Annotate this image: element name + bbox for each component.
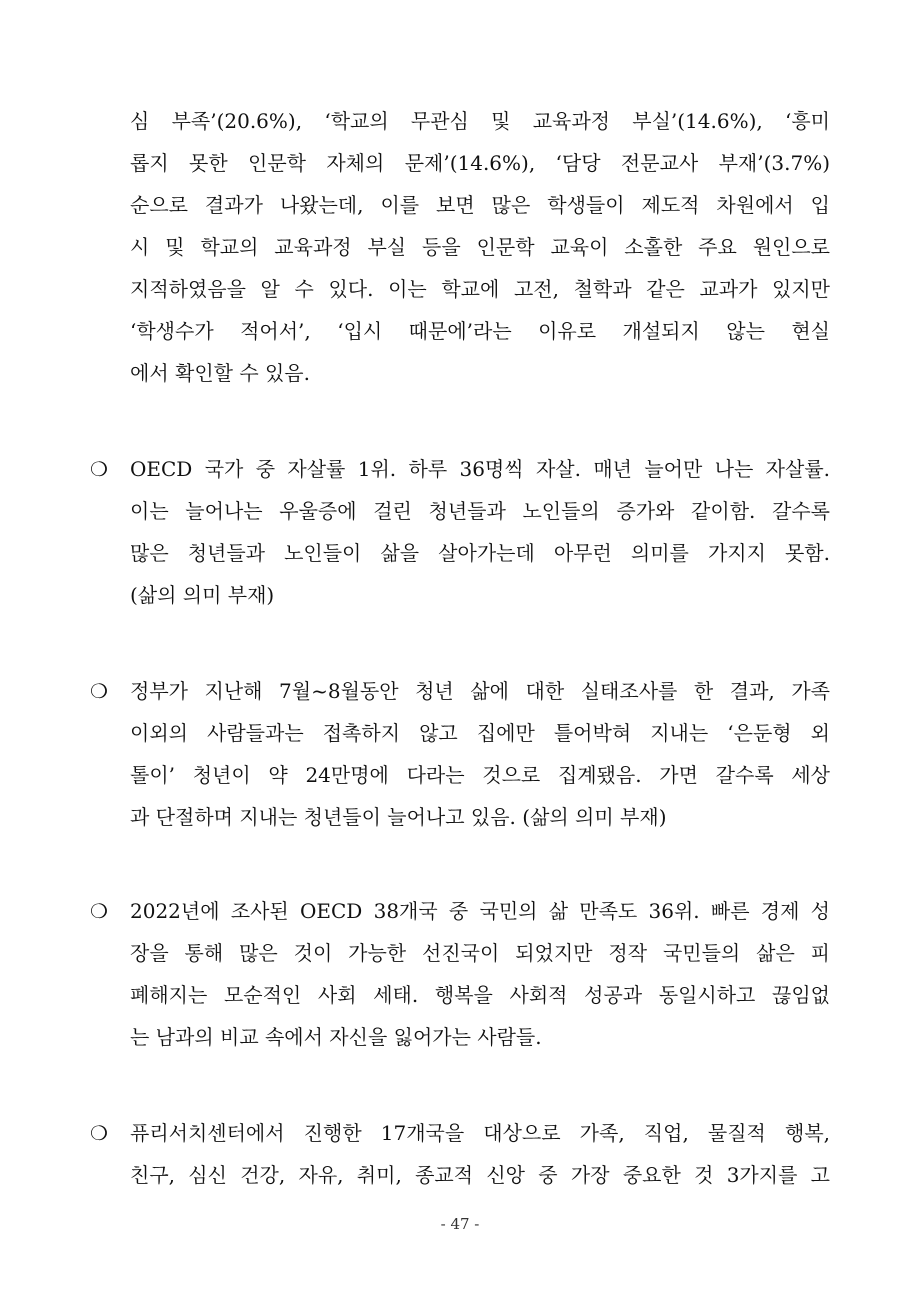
intro-line-7: 에서 확인할 수 있음. bbox=[130, 361, 310, 385]
item-2-line-4: 과 단절하며 지내는 청년들이 늘어나고 있음. (삶의 의미 부재) bbox=[130, 805, 667, 829]
item-3-line-1: 2022년에 조사된 OECD 38개국 중 국민의 삶 만족도 36위. 빠른 경제 성 bbox=[130, 899, 830, 923]
item-1-line-3: 많은 청년들과 노인들이 삶을 살아가는데 아무런 의미를 가지지 못함. bbox=[130, 541, 830, 565]
page-number: - 47 - bbox=[440, 1215, 480, 1233]
intro-line-6: ‘학생수가 적어서’, ‘입시 때문에’라는 이유로 개설되지 않는 현실 bbox=[130, 319, 830, 343]
item-1-line-4: (삶의 의미 부재) bbox=[130, 583, 275, 607]
item-3-line-3: 폐해지는 모순적인 사회 세태. 행복을 사회적 성공과 동일시하고 끊임없 bbox=[130, 983, 830, 1007]
intro-line-3: 순으로 결과가 나왔는데, 이를 보면 많은 학생들이 제도적 차원에서 입 bbox=[130, 193, 830, 217]
item-2-line-2: 이외의 사람들과는 접촉하지 않고 집에만 틀어박혀 지내는 ‘은둔형 외 bbox=[130, 721, 830, 745]
item-2-line-3: 톨이’ 청년이 약 24만명에 다라는 것으로 집계됐음. 가면 갈수록 세상 bbox=[130, 763, 830, 787]
item-2-line-1: 정부가 지난해 7월~8월동안 청년 삶에 대한 실태조사를 한 결과, 가족 bbox=[130, 679, 830, 703]
item-4-line-1: 퓨리서치센터에서 진행한 17개국을 대상으로 가족, 직업, 물질적 행복, bbox=[130, 1121, 830, 1145]
bullet-circle-icon: ❍ bbox=[90, 679, 108, 703]
bullet-circle-icon: ❍ bbox=[90, 899, 108, 923]
item-4-line-2: 친구, 심신 건강, 자유, 취미, 종교적 신앙 중 가장 중요한 것 3가지를 고 bbox=[130, 1163, 830, 1187]
item-1-line-2: 이는 늘어나는 우울증에 걸린 청년들과 노인들의 증가와 같이함. 갈수록 bbox=[130, 499, 830, 523]
intro-line-2: 롭지 못한 인문학 자체의 문제’(14.6%), ‘담당 전문교사 부재’(3.7%) bbox=[130, 151, 830, 175]
item-1-line-1: OECD 국가 중 자살률 1위. 하루 36명씩 자살. 매년 늘어만 나는 자살률. bbox=[130, 457, 830, 481]
intro-line-4: 시 및 학교의 교육과정 부실 등을 인문학 교육이 소홀한 주요 원인으로 bbox=[130, 235, 830, 259]
intro-line-5: 지적하였음을 알 수 있다. 이는 학교에 고전, 철학과 같은 교과가 있지만 bbox=[130, 277, 830, 301]
item-3-line-4: 는 남과의 비교 속에서 자신을 잃어가는 사람들. bbox=[130, 1025, 542, 1049]
bullet-circle-icon: ❍ bbox=[90, 457, 108, 481]
intro-line-1: 심 부족’(20.6%), ‘학교의 무관심 및 교육과정 부실’(14.6%), ‘흥미 bbox=[130, 109, 830, 133]
bullet-circle-icon: ❍ bbox=[90, 1121, 108, 1145]
item-3-line-2: 장을 통해 많은 것이 가능한 선진국이 되었지만 정작 국민들의 삶은 피 bbox=[130, 941, 830, 965]
